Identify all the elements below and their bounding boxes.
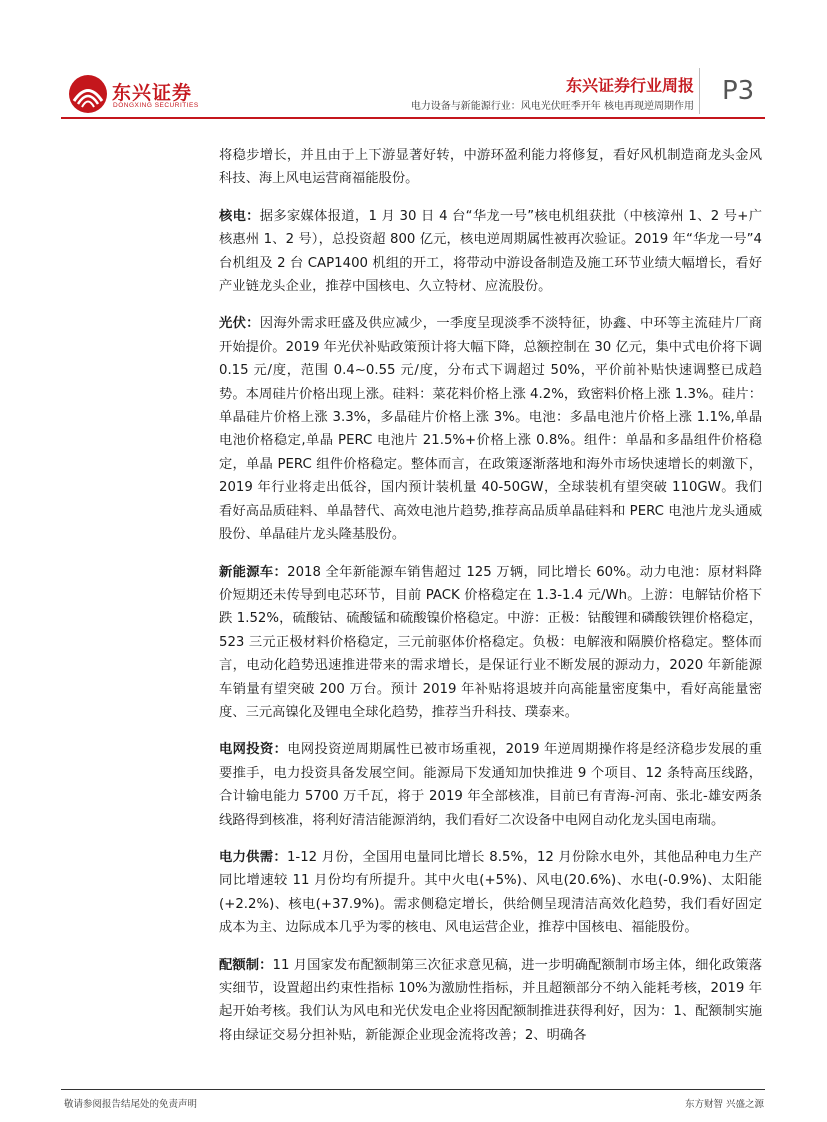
paragraph-text: 据多家媒体报道，1 月 30 日 4 台“华龙一号”核电机组获批（中核漳州 1、2 号+广核惠州 1、2 号），总投资超 800 亿元，核电逆周期属性被再次验证。2019 年“华龙一号”4 台机组及 2 台 CAP1400 机组的开工，将带动中游设备制造及施工环节业绩大幅增长，看好产业链龙头企业，推荐中国核电、久立特材、应流股份。 <box>219 208 762 295</box>
logo-mark-icon <box>68 74 108 114</box>
company-logo <box>68 74 218 114</box>
paragraph-text: 将稳步增长，并且由于上下游显著好转，中游环盈利能力将修复，看好风机制造商龙头金风科技、海上风电运营商福能股份。 <box>219 148 762 187</box>
page-header <box>0 0 827 120</box>
paragraph-lead: 核电： <box>219 208 260 224</box>
paragraph-nuclear <box>219 205 762 299</box>
logo-chinese-name: 东兴证券 <box>112 82 193 104</box>
page-number: P3 <box>722 76 755 106</box>
footer-slogan: 东方财智 兴盛之源 <box>684 1099 764 1110</box>
paragraph-grid-investment <box>219 738 762 832</box>
report-title: 东兴证券行业周报 <box>565 76 694 95</box>
paragraph-lead: 新能源车： <box>219 564 288 580</box>
header-rule <box>61 117 765 119</box>
header-divider <box>699 68 700 114</box>
paragraph-quota-system <box>219 954 762 1048</box>
footer-rule <box>61 1089 765 1090</box>
paragraph-text: 1-12 月份，全国用电量同比增长 8.5%，12 月份除水电外，其他品种电力生产同比增速较 11 月份均有所提升。其中火电(+5%)、风电(20.6%)、水电(-0.9%)、太阳能(+2.2%)、核电(+37.9%)。需求侧稳定增长，供给侧呈现清洁高效化趋势，我们看好固定成本为主、边际成本几乎为零的核电、风电运营企业，推荐中国核电、福能股份。 <box>219 849 763 936</box>
paragraph-text: 电网投资逆周期属性已被市场重视，2019 年逆周期操作将是经济稳步发展的重要推手，电力投资具备发展空间。能源局下发通知加快推进 9 个项目、12 条特高压线路，合计输电能力 5700 万千瓦，将于 2019 年全部核准，目前已有青海-河南、张北-雄安两条线路得到核准，将利好清洁能源消纳，我们看好二次设备中电网自动化龙头国电南瑞。 <box>219 742 762 828</box>
paragraph-lead: 电网投资： <box>219 742 288 758</box>
paragraph-ev <box>219 561 762 725</box>
paragraph-solar <box>219 312 762 546</box>
report-subtitle: 电力设备与新能源行业：风电光伏旺季开年 核电再现逆周期作用 <box>410 101 694 112</box>
logo-english-name: DONGXING SECURITIES <box>113 102 199 109</box>
paragraph-power-supply-demand <box>219 846 762 940</box>
paragraph-text: 因海外需求旺盛及供应减少，一季度呈现淡季不淡特征，协鑫、中环等主流硅片厂商开始提价。2019 年光伏补贴政策预计将大幅下降，总额控制在 30 亿元，集中式电价将下调 0.15 元/度，范围 0.4~0.55 元/度，分布式下调超过 50%，平价前补贴快速调整已成趋势。本周硅片价格出现上涨。硅料：菜花料价格上涨 4.2%，致密料价格上涨 1.3%。硅片：单晶硅片价格上涨 3.3%，多晶硅片价格上涨 3%。电池：多晶电池片价格上涨 1.1%,单晶电池价格稳定,单晶 PERC 电池片 21.5%+价格上涨 0.8%。组件：单晶和多晶组件价格稳定，单晶 PERC 组件价格稳定。整体而言，在政策逐渐落地和海外市场快速增长的刺激下，2019 年行业将走出低谷，国内预计装机量 40-50GW，全球装机有望突破 110GW。我们看好高品质硅料、单晶替代、高效电池片趋势,推荐高品质单晶硅料和 PERC 电池片龙头通威股份、单晶硅片龙头隆基股份。 <box>219 316 763 543</box>
paragraph-lead: 配额制： <box>219 957 273 973</box>
report-body <box>219 144 762 1061</box>
paragraph-text: 2018 全年新能源车销售超过 125 万辆，同比增长 60%。动力电池：原材料降价短期还未传导到电芯环节，目前 PACK 价格稳定在 1.3-1.4 元/Wh。上游：电解钴价格下跌 1.52%，硫酸钴、硫酸锰和硫酸镍价格稳定。中游：正极：钴酸锂和磷酸铁锂价格稳定，523 三元正极材料价格稳定，三元前驱体价格稳定。负极：电解液和隔膜价格稳定。整体而言，电动化趋势迅速推进带来的需求增长，是保证行业不断发展的源动力，2020 年新能源车销量有望突破 200 万台。预计 2019 年补贴将退坡并向高能量密度集中，看好高能量密度、三元高镍化及锂电全球化趋势，推荐当升科技、璞泰来。 <box>219 564 762 720</box>
paragraph-lead: 光伏： <box>219 316 260 332</box>
paragraph-wind <box>219 144 762 191</box>
paragraph-lead: 电力供需： <box>219 849 287 865</box>
paragraph-text: 11 月国家发布配额制第三次征求意见稿，进一步明确配额制市场主体，细化政策落实细节，设置超出约束性指标 10%为激励性指标，并且超额部分不纳入能耗考核，2019 年起开始考核。我们认为风电和光伏发电企业将因配额制推进获得利好，因为：1、配额制实施将由绿证交易分担补贴，新能源企业现金流将改善；2、明确各 <box>219 957 762 1043</box>
footer-disclaimer: 敬请参阅报告结尾处的免责声明 <box>64 1099 198 1110</box>
